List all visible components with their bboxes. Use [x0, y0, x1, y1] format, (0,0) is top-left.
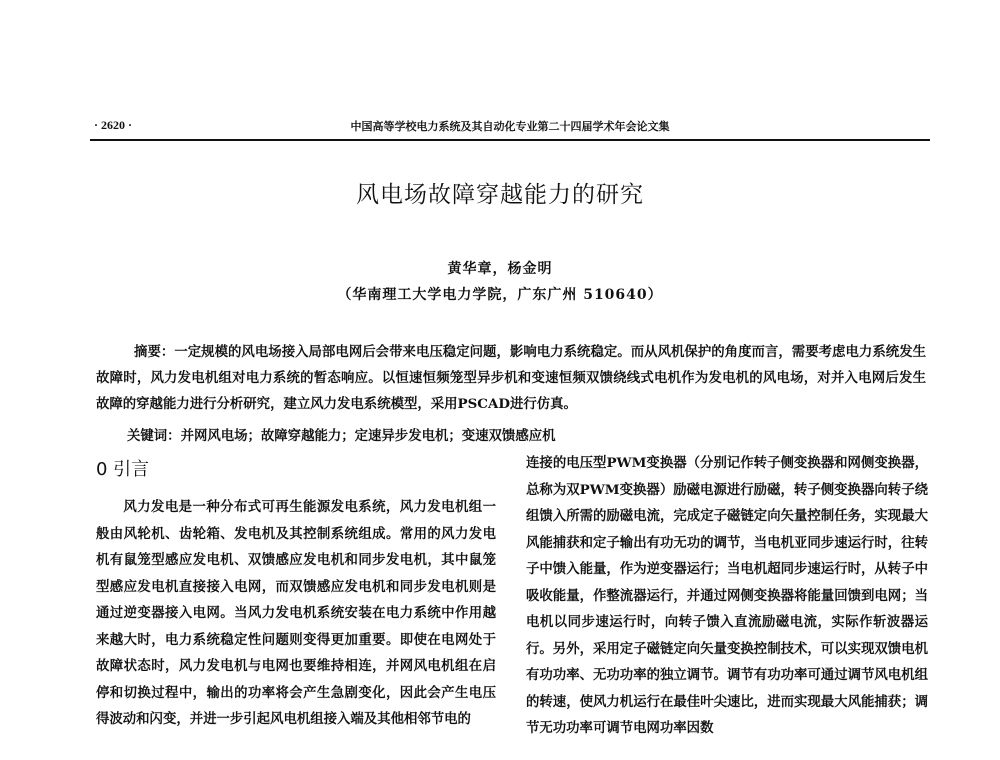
body-right-column — [526, 450, 928, 742]
left-column-text: 风力发电是一种分布式可再生能源发电系统，风力发电机组一般由风轮机、齿轮箱、发电机及其控制系统组成。常用的风力发电机有鼠笼型感应发电机、双馈感应发电机和同步发电机，其中鼠笼型感应发电机直接接入电网，而双馈感应发电机和同步发电机则是通过逆变器接入电网。当风力发电机系统安装在电力系统中作用越来越大时，电力系统稳定性问题则变得更加重要。即使在电网处于故障状态时，风力发电机与电网也要维持相连，并网风电机组在启停和切换过程中，输出的功率将会产生急剧变化，因此会产生电压得波动和闪变，并进一步引起风电机组接入端及其他相邻节电的 — [96, 499, 496, 727]
header-divider — [90, 139, 930, 141]
section-heading: 0 引言 — [96, 459, 150, 480]
authors: 黄华章，杨金明 — [447, 261, 553, 277]
abstract-label: 摘要： — [134, 344, 175, 360]
right-column-text: 连接的电压型PWM变换器（分别记作转子侧变换器和网侧变换器，总称为双PWM变换器）励磁电源进行励磁，转子侧变换器向转子绕组馈入所需的励磁电流，完成定子磁链定向矢量控制任务，实现最大风能捕获和定子输出有功无功的调节，当电机亚同步速运行时，往转子中馈入能量，作为逆变器运行；当电机超同步速运行时，从转子中吸收能量，作整流器运行，并通过网侧变换器将能量回馈到电网；当电机以同步速运行时，向转子馈入直流励磁电流，实际作斩波器运行。另外，采用定子磁链定向矢量变换控制技术，可以实现双馈电机有功功率、无功功率的独立调节。调节有功功率可通过调节风电机组的转速，使风力机运行在最佳叶尖速比，进而实现最大风能捕获；调节无功功率可调节电网功率因数 — [526, 455, 928, 736]
keywords — [127, 425, 927, 444]
affiliation: （华南理工大学电力学院，广东广州 510640） — [337, 287, 663, 303]
keywords-text: 并网风电场；故障穿越能力；定速异步发电机；变速双馈感应机 — [180, 428, 556, 444]
page-number: · 2620 · — [94, 118, 133, 132]
body-left-column — [96, 494, 496, 733]
abstract-text: 一定规模的风电场接入局部电网后会带来电压稳定问题，影响电力系统稳定。而从风机保护的角度而言，需要考虑电力系统发生故障时，风力发电机组对电力系统的暂态响应。以恒速恒频笼型异步机和变速恒频双馈绕线式电机作为发电机的风电场，对并入电网后发生故障的穿越能力进行分析研究，建立风力发电系统模型，采用PSCAD进行仿真。 — [96, 344, 927, 412]
keywords-label: 关键词： — [127, 428, 181, 444]
abstract — [96, 339, 926, 417]
paper-title: 风电场故障穿越能力的研究 — [356, 182, 644, 208]
proceedings-title: 中国高等学校电力系统及其自动化专业第二十四届学术年会论文集 — [350, 120, 670, 133]
running-header — [90, 116, 930, 140]
